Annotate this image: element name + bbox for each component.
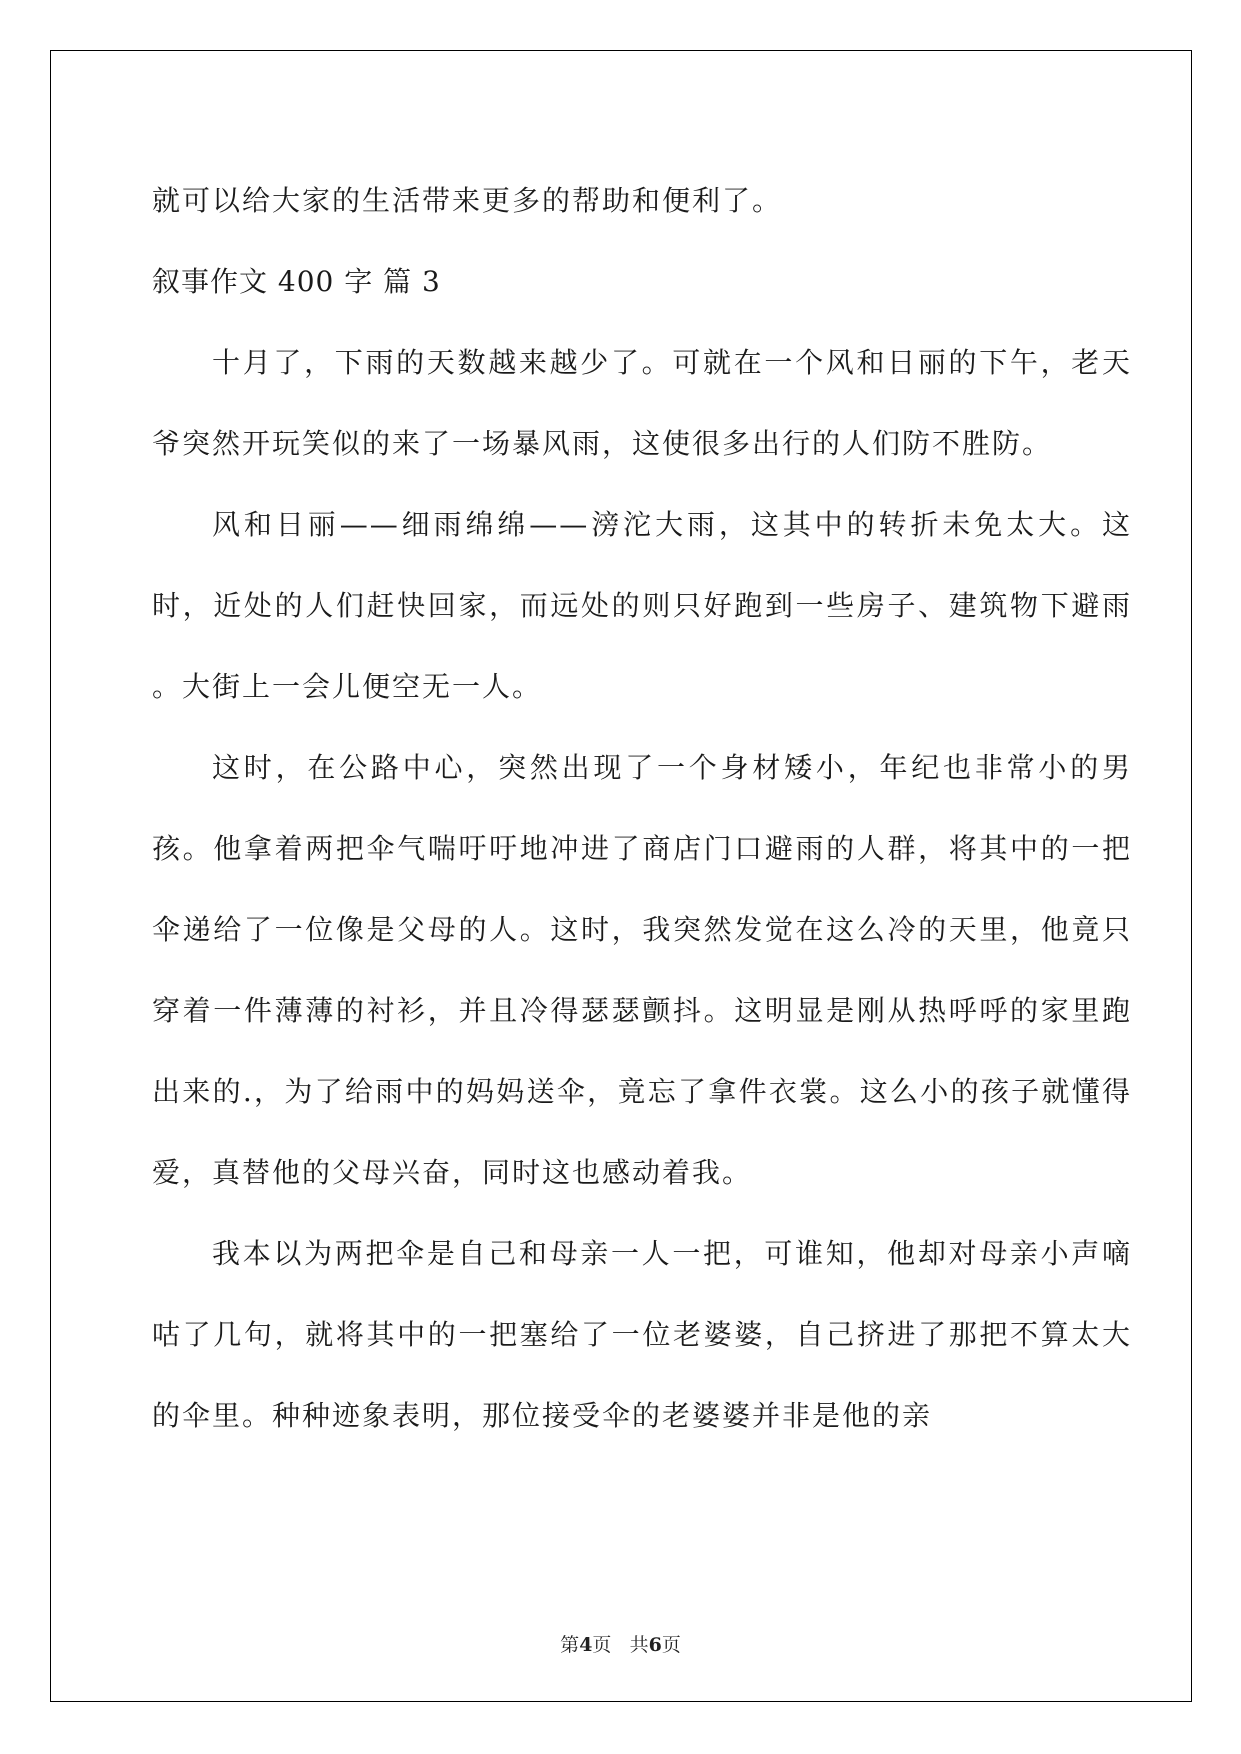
paragraph-1: 十月了，下雨的天数越来越少了。可就在一个风和日丽的下午，老天爷突然开玩笑似的来了一场暴风雨，这使很多出行的人们防不胜防。: [152, 346, 1132, 460]
paragraph-3: 这时，在公路中心，突然出现了一个身材矮小，年纪也非常小的男孩。他拿着两把伞气喘吁吁地冲进了商店门口避雨的人群，将其中的一把伞递给了一位像是父母的人。这时，我突然发觉在这么冷的天里，他竟只穿着一件薄薄的衬衫，并且冷得瑟瑟颤抖。这明显是刚从热呼呼的家里跑出来的.，为了给雨中的妈妈送伞，竟忘了拿件衣裳。这么小的孩子就懂得爱，真替他的父母兴奋，同时这也感动着我。: [152, 751, 1132, 1189]
paragraph-continued: 就可以给大家的生活带来更多的帮助和便利了。: [152, 184, 783, 217]
paragraph-4: 我本以为两把伞是自己和母亲一人一把，可谁知，他却对母亲小声嘀咕了几句，就将其中的一把塞给了一位老婆婆，自己挤进了那把不算太大的伞里。种种迹象表明，那位接受伞的老婆婆并非是他的亲: [152, 1237, 1132, 1432]
paragraph-2: 风和日丽——细雨绵绵——滂沱大雨，这其中的转折未免太大。这时，近处的人们赶快回家，而远处的则只好跑到一些房子、建筑物下避雨 。大街上一会儿便空无一人。: [152, 508, 1132, 703]
page-footer: [0, 1630, 1241, 1657]
total-suffix: 页: [661, 1634, 681, 1656]
section-heading: 叙事作文 400 字 篇 3: [152, 265, 441, 298]
total-pages: 6: [648, 1634, 662, 1656]
total-prefix: 共: [629, 1634, 649, 1656]
page-prefix: 第: [560, 1634, 580, 1656]
page-suffix: 页: [592, 1634, 612, 1656]
page-number: 4: [579, 1634, 593, 1656]
document-body: [152, 160, 1132, 1456]
